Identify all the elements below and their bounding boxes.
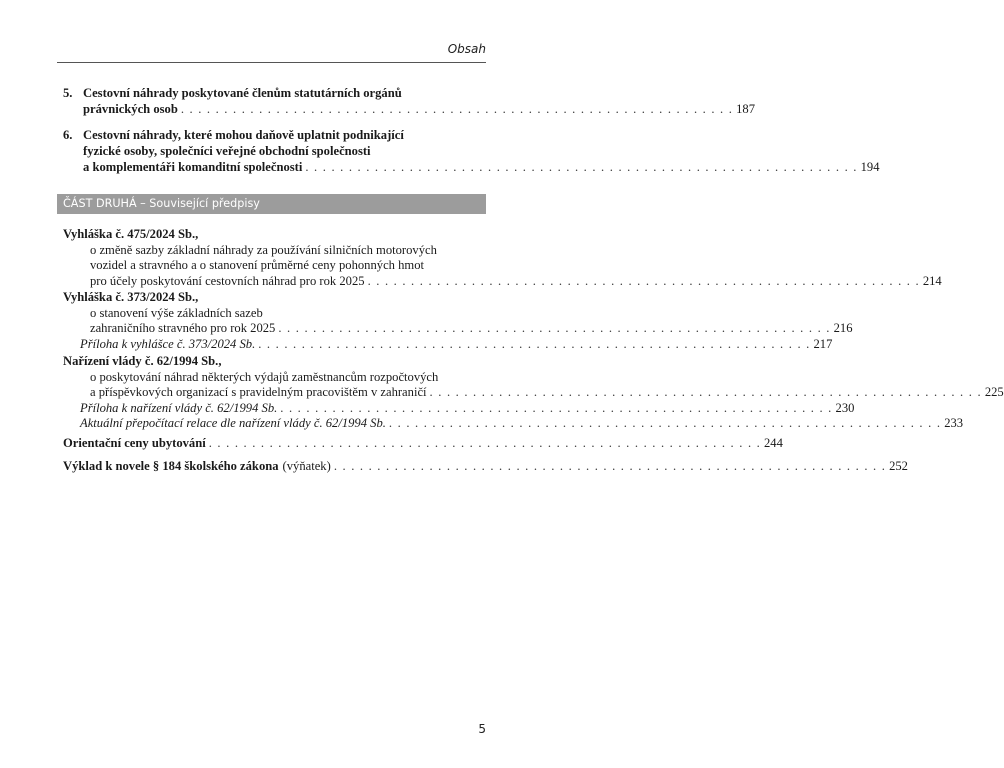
regulation-desc-line: a příspěvkových organizací s pravidelným pracovištěm v zahraničí (90, 385, 427, 399)
chapter-title-line: Cestovní náhrady poskytované členům statutárních orgánů (83, 86, 402, 100)
regulation-desc-line: pro účely poskytování cestovních náhrad pro rok 2025 (90, 273, 365, 288)
chapter-title-line: právnických osob (83, 102, 178, 116)
regulation-desc-line: o stanovení výše základních sazeb (90, 305, 263, 320)
page-number: 5 (478, 722, 486, 736)
dot-leader: . . . . . . . . . . . . . . . . . . . . . . . . . . . . . . . . . . . . . . . . . . . . . . . . . . . . . . . . . . . . . . . . (367, 273, 920, 288)
chapter-number: 6. (63, 128, 73, 142)
toc-chapter-6[interactable] (63, 127, 880, 175)
chapter-title-leader (83, 101, 755, 117)
toc-chapter-5[interactable] (63, 85, 755, 117)
header-rule (57, 62, 486, 63)
annex-label: Příloha k nařízení vlády č. 62/1994 Sb. (80, 400, 278, 415)
section-heading: ČÁST DRUHÁ – Související předpisy (57, 194, 486, 214)
annex-entry[interactable] (80, 416, 964, 432)
toc-regulation-62-1994[interactable] (63, 354, 1004, 432)
page-ref: 230 (835, 400, 855, 415)
dot-leader: . . . . . . . . . . . . . . . . . . . . . . . . . . . . . . . . . . . . . . . . . . . . . . . . . . . . . . . . . . . . . . . . (333, 459, 887, 473)
annex-entry[interactable] (80, 400, 855, 417)
page-ref: 252 (889, 459, 908, 473)
annex-label: Aktuální přepočítací relace dle nařízení vlády č. 62/1994 Sb. (80, 416, 386, 430)
annex-entry[interactable] (80, 336, 833, 353)
dot-leader: . . . . . . . . . . . . . . . . . . . . . . . . . . . . . . . . . . . . . . . . . . . . . . . . . . . . . . . . . . . . . . . . (388, 416, 942, 430)
chapter-title-line: fyzické osoby, společníci veřejné obchodní společnosti (83, 144, 371, 158)
dot-leader: . . . . . . . . . . . . . . . . . . . . . . . . . . . . . . . . . . . . . . . . . . . . . . . . . . . . . . . . . . . . . . . . (278, 321, 831, 335)
regulation-desc-leader (90, 273, 942, 290)
chapter-number: 5. (63, 86, 73, 100)
regulation-desc-leader (90, 385, 1004, 401)
page-ref: 216 (833, 321, 853, 335)
entry-label: Orientační ceny ubytování (63, 436, 206, 450)
running-header-title: Obsah (447, 42, 486, 56)
page-ref: 187 (736, 102, 755, 116)
dot-leader: . . . . . . . . . . . . . . . . . . . . . . . . . . . . . . . . . . . . . . . . . . . . . . . . . . . . . . . . . . . . . . . . (305, 160, 858, 174)
regulation-desc-line: o poskytování náhrad některých výdajů zaměstnancům rozpočtových (90, 369, 439, 384)
page-ref: 233 (944, 416, 964, 430)
page-ref: 244 (764, 436, 783, 450)
page-ref: 217 (813, 336, 833, 351)
regulation-title: Vyhláška č. 373/2024 Sb., (63, 290, 199, 304)
regulation-title: Nařízení vlády č. 62/1994 Sb., (63, 354, 222, 368)
dot-leader: . . . . . . . . . . . . . . . . . . . . . . . . . . . . . . . . . . . . . . . . . . . . . . . . . . . . . . . . . . . . . . . . (429, 385, 982, 399)
regulation-desc-leader (90, 321, 853, 337)
chapter-title-line: Cestovní náhrady, které mohou daňově uplatnit podnikající (83, 128, 404, 142)
chapter-title-line: a komplementáři komanditní společnosti (83, 160, 303, 174)
toc-regulation-475-2024[interactable] (63, 227, 942, 289)
toc-entry-orientacni-ceny[interactable] (63, 436, 783, 452)
dot-leader: . . . . . . . . . . . . . . . . . . . . . . . . . . . . . . . . . . . . . . . . . . . . . . . . . . . . . . . . . . . . . . . . (208, 436, 761, 450)
regulation-desc-line: o změně sazby základní náhrady za používání silničních motorových (90, 242, 437, 257)
chapter-title-leader (83, 159, 880, 175)
regulation-desc-line: vozidel a stravného a o stanovení průměrné ceny pohonných hmot (90, 258, 424, 272)
dot-leader: . . . . . . . . . . . . . . . . . . . . . . . . . . . . . . . . . . . . . . . . . . . . . . . . . . . . . . . . . . . . . . . . (258, 336, 811, 351)
dot-leader: . . . . . . . . . . . . . . . . . . . . . . . . . . . . . . . . . . . . . . . . . . . . . . . . . . . . . . . . . . . . . . . . (180, 102, 734, 116)
regulation-title: Vyhláška č. 475/2024 Sb., (63, 227, 199, 241)
page-ref: 214 (922, 273, 942, 288)
toc-entry-vyklad-novele[interactable] (63, 459, 908, 475)
toc-regulation-373-2024[interactable] (63, 290, 853, 352)
page-ref: 225 (984, 385, 1004, 399)
entry-label: Výklad k novele § 184 školského zákona (63, 459, 279, 473)
annex-label: Příloha k vyhlášce č. 373/2024 Sb. (80, 336, 256, 351)
regulation-desc-line: zahraničního stravného pro rok 2025 (90, 321, 276, 335)
page-ref: 194 (860, 160, 880, 174)
entry-suffix: (výňatek) (282, 459, 331, 473)
dot-leader: . . . . . . . . . . . . . . . . . . . . . . . . . . . . . . . . . . . . . . . . . . . . . . . . . . . . . . . . . . . . . . . . (280, 400, 833, 415)
